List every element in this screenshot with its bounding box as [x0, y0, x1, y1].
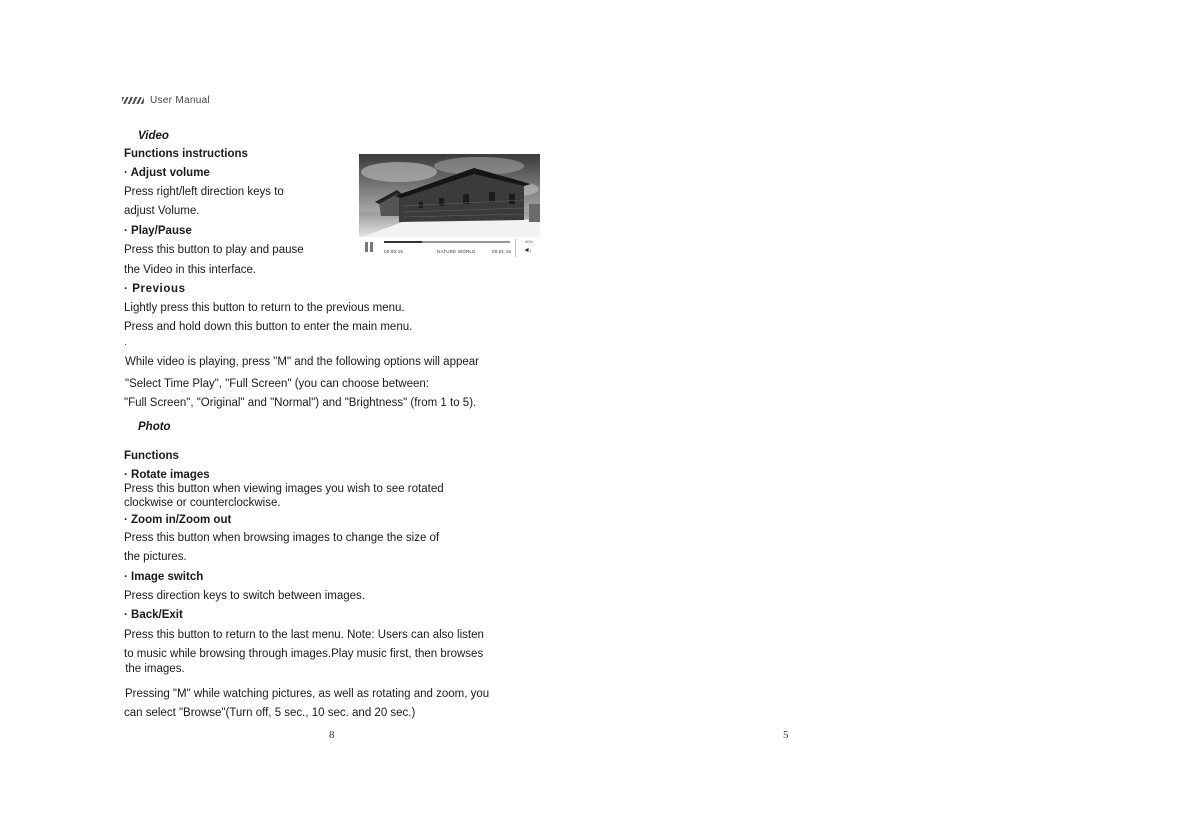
brand-logo-icon — [122, 97, 144, 104]
video-heading: Video — [138, 130, 169, 142]
rotate-images-line: Press this button when viewing images you wish to see rotated — [124, 483, 444, 495]
video-controls-bar — [359, 237, 540, 259]
speaker-icon: ◄ᵢ — [523, 247, 532, 254]
previous-title: · Previous — [124, 283, 186, 295]
zoom-line: the pictures. — [124, 551, 187, 563]
adjust-volume-title: · Adjust volume — [124, 167, 210, 179]
adjust-volume-line: adjust Volume. — [124, 205, 200, 217]
video-subheading: Functions instructions — [124, 148, 248, 160]
total-time: 00:01:15 — [492, 249, 512, 254]
progress-fill — [384, 241, 422, 243]
volume-percent: 40% — [525, 239, 534, 244]
back-exit-title: · Back/Exit — [124, 609, 183, 621]
rotate-images-title: · Rotate images — [124, 469, 210, 481]
page-number-right: 5 — [783, 729, 789, 741]
back-exit-line: Press this button to return to the last menu. Note: Users can also listen — [124, 629, 484, 641]
adjust-volume-line: Press right/left direction keys to — [124, 186, 284, 198]
bullet-mark: · — [124, 339, 127, 349]
elapsed-time: 00:00:15 — [384, 249, 404, 254]
page-number-left: 8 — [329, 729, 335, 741]
video-frame-image — [359, 154, 540, 238]
video-menu-line: While video is playing, press "M" and the following options will appear — [125, 356, 479, 368]
manual-title: User Manual — [150, 95, 210, 106]
video-menu-line: "Select Time Play", "Full Screen" (you can choose between: — [125, 378, 429, 390]
zoom-line: Press this button when browsing images to change the size of — [124, 532, 440, 544]
play-pause-line: Press this button to play and pause — [124, 244, 304, 256]
progress-bar — [384, 241, 510, 243]
image-switch-line: Press direction keys to switch between images. — [124, 590, 365, 602]
previous-line: Press and hold down this button to enter the main menu. — [124, 321, 413, 333]
previous-line: Lightly press this button to return to the previous menu. — [124, 302, 405, 314]
play-pause-title: · Play/Pause — [124, 225, 192, 237]
play-pause-line: the Video in this interface. — [124, 264, 257, 276]
video-menu-line: "Full Screen", "Original" and "Normal") and "Brightness" (from 1 to 5). — [124, 397, 477, 409]
controls-divider — [515, 239, 516, 257]
back-exit-line: to music while browsing through images.Play music first, then browses — [124, 648, 484, 660]
video-title: NATURE WORLD — [437, 249, 476, 254]
pause-icon — [365, 242, 368, 252]
video-player-illustration — [359, 154, 540, 259]
photo-menu-line: can select "Browse"(Turn off, 5 sec., 10 sec. and 20 sec.) — [124, 707, 416, 719]
photo-subheading: Functions — [124, 450, 179, 462]
photo-heading: Photo — [138, 421, 171, 433]
rotate-images-line: clockwise or counterclockwise. — [124, 497, 281, 509]
image-switch-title: · Image switch — [124, 571, 204, 583]
back-exit-line: the images. — [122, 663, 185, 675]
photo-menu-line: Pressing "M" while watching pictures, as well as rotating and zoom, you — [125, 688, 490, 700]
manual-header — [122, 95, 210, 106]
zoom-title: · Zoom in/Zoom out — [124, 514, 232, 526]
